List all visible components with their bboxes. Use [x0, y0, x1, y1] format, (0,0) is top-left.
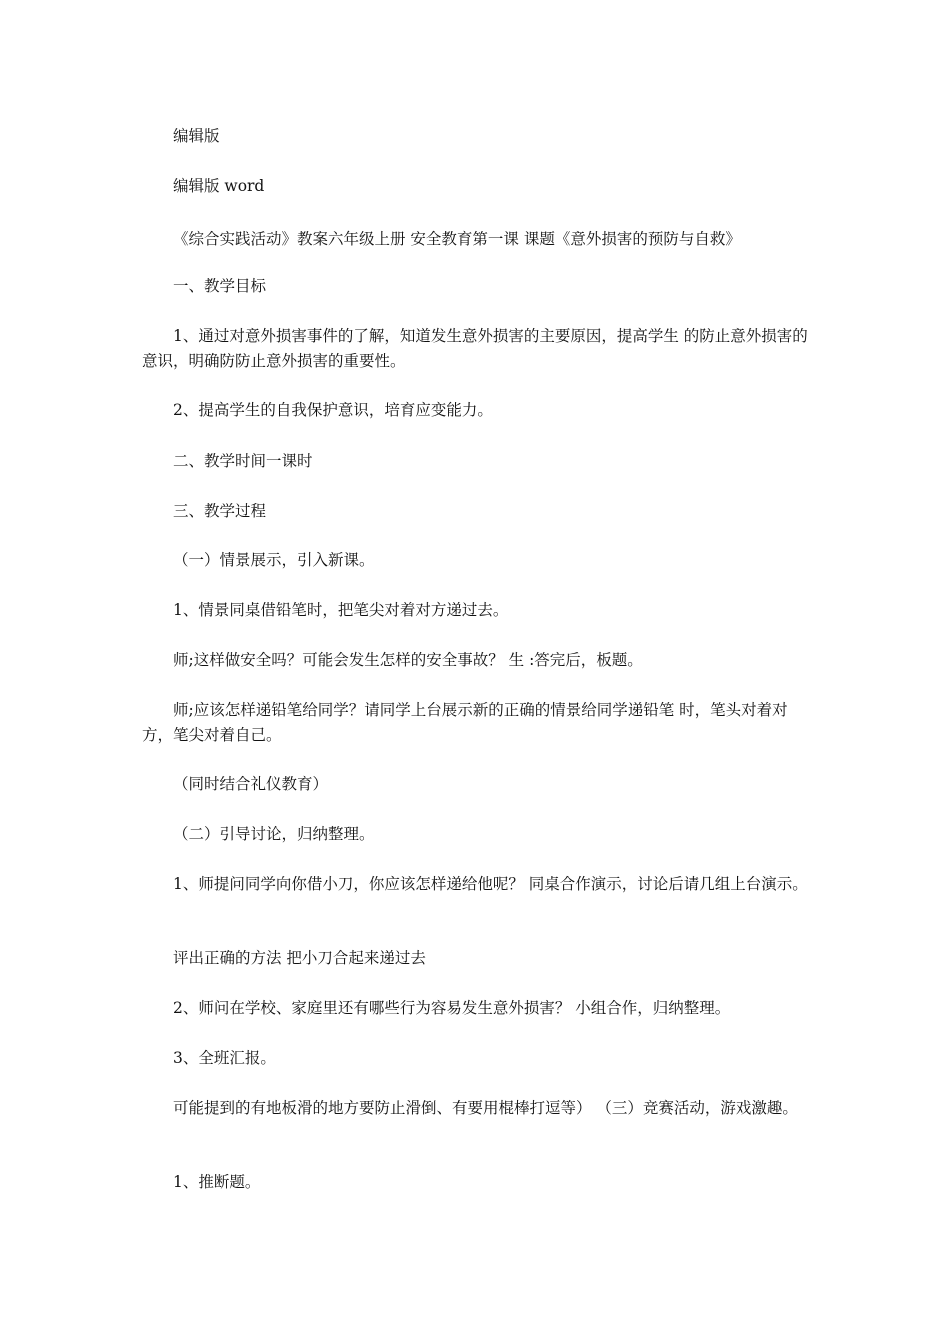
paragraph-teacher-question-1: 师;这样做安全吗？可能会发生怎样的安全事故？ 生 :答完后，板题。	[173, 651, 643, 669]
paragraph-teacher-question-2: 师;应该怎样递铅笔给同学？请同学上台展示新的正确的情景给同学递铅笔 时，笔头对着对方，笔尖对着自己。	[142, 701, 788, 744]
objective-2: 2、提高学生的自我保护意识，培育应变能力。	[173, 401, 493, 419]
subsection-heading-2: （二）引导讨论，归纳整理。	[173, 825, 375, 843]
header-label: 编辑版	[173, 127, 220, 145]
paragraph-class-report: 3、全班汇报。	[173, 1049, 276, 1067]
section-heading-process: 三、教学过程	[173, 502, 267, 520]
header-subtitle: 编辑版 word	[173, 177, 265, 195]
paragraph-scenario-1: 1、情景同桌借铅笔时，把笔尖对着对方递过去。	[173, 601, 509, 619]
lesson-title: 《综合实践活动》教案六年级上册 安全教育第一课 课题《意外损害的预防与自救》	[173, 230, 741, 248]
subsection-heading-1: （一）情景展示，引入新课。	[173, 551, 375, 569]
objective-1: 1、通过对意外损害事件的了解，知道发生意外损害的主要原因，提高学生 的防止意外损害的意识，明确防防止意外损害的重要性。	[142, 327, 808, 370]
paragraph-hazard-question: 2、师问在学校、家庭里还有哪些行为容易发生意外损害？ 小组合作，归纳整理。	[173, 999, 731, 1017]
paragraph-correct-method: 评出正确的方法 把小刀合起来递过去	[173, 949, 426, 967]
paragraph-knife-question: 1、师提问同学向你借小刀，你应该怎样递给他呢？ 同桌合作演示，讨论后请几组上台演示。	[173, 875, 808, 893]
paragraph-judgment-question: 1、推断题。	[173, 1173, 261, 1191]
section-heading-objectives: 一、教学目标	[173, 277, 267, 295]
section-heading-time: 二、教学时间一课时	[173, 452, 313, 470]
paragraph-possible-answers: 可能提到的有地板滑的地方要防止滑倒、有要用棍棒打逗等） （三）竞赛活动，游戏激趣。	[173, 1099, 798, 1117]
paragraph-etiquette-note: （同时结合礼仪教育）	[173, 775, 329, 793]
